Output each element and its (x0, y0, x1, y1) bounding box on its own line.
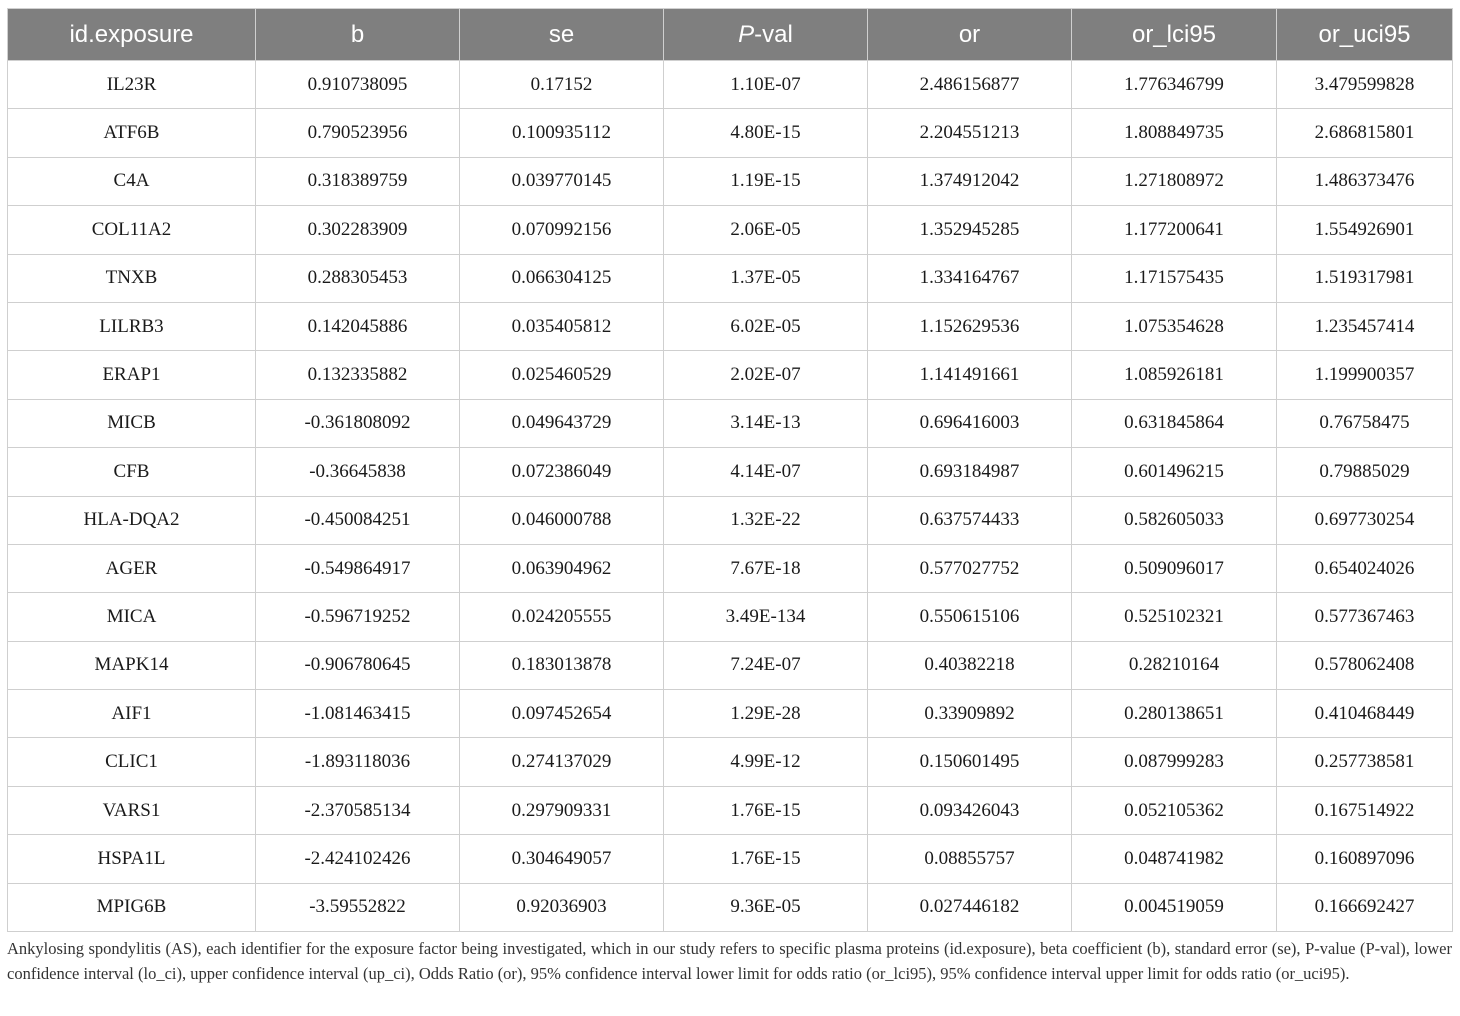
cell-id-exposure: MICB (8, 399, 256, 447)
table-header (8, 9, 1453, 61)
cell-or-uci95: 0.76758475 (1277, 399, 1453, 447)
cell-or-lci95: 1.271808972 (1072, 157, 1277, 205)
cell-or-uci95: 0.410468449 (1277, 690, 1453, 738)
cell-p-val: 1.37E-05 (664, 254, 868, 302)
cell-p-val: 7.24E-07 (664, 641, 868, 689)
cell-b: -0.596719252 (256, 593, 460, 641)
cell-or-uci95: 0.577367463 (1277, 593, 1453, 641)
cell-b: -1.893118036 (256, 738, 460, 786)
cell-b: 0.910738095 (256, 61, 460, 109)
table-row (8, 351, 1453, 399)
cell-b: -0.36645838 (256, 448, 460, 496)
cell-or-lci95: 0.004519059 (1072, 883, 1277, 931)
table-row (8, 835, 1453, 883)
cell-p-val: 2.02E-07 (664, 351, 868, 399)
cell-or: 2.204551213 (868, 109, 1072, 157)
cell-p-val: 1.19E-15 (664, 157, 868, 205)
cell-b: 0.132335882 (256, 351, 460, 399)
table-row (8, 302, 1453, 350)
cell-id-exposure: MICA (8, 593, 256, 641)
cell-or-uci95: 1.235457414 (1277, 302, 1453, 350)
cell-p-val: 4.99E-12 (664, 738, 868, 786)
cell-or: 2.486156877 (868, 61, 1072, 109)
cell-or-uci95: 1.199900357 (1277, 351, 1453, 399)
cell-or: 0.08855757 (868, 835, 1072, 883)
cell-se: 0.046000788 (460, 496, 664, 544)
cell-b: 0.142045886 (256, 302, 460, 350)
cell-or: 1.334164767 (868, 254, 1072, 302)
cell-or: 1.374912042 (868, 157, 1072, 205)
table-row (8, 399, 1453, 447)
cell-id-exposure: COL11A2 (8, 206, 256, 254)
mr-results-table (7, 8, 1453, 932)
cell-se: 0.024205555 (460, 593, 664, 641)
cell-or-lci95: 1.776346799 (1072, 61, 1277, 109)
results-table-container (7, 8, 1452, 932)
cell-se: 0.039770145 (460, 157, 664, 205)
table-row (8, 883, 1453, 931)
cell-p-val: 1.10E-07 (664, 61, 868, 109)
cell-p-val: 2.06E-05 (664, 206, 868, 254)
cell-or-lci95: 1.075354628 (1072, 302, 1277, 350)
header-or: or (868, 9, 1072, 61)
cell-or-uci95: 0.257738581 (1277, 738, 1453, 786)
cell-id-exposure: HSPA1L (8, 835, 256, 883)
cell-id-exposure: TNXB (8, 254, 256, 302)
cell-id-exposure: C4A (8, 157, 256, 205)
cell-id-exposure: HLA-DQA2 (8, 496, 256, 544)
cell-or-lci95: 0.525102321 (1072, 593, 1277, 641)
cell-or: 0.33909892 (868, 690, 1072, 738)
cell-or-uci95: 0.160897096 (1277, 835, 1453, 883)
cell-b: -3.59552822 (256, 883, 460, 931)
cell-or-lci95: 0.052105362 (1072, 786, 1277, 834)
cell-or: 0.093426043 (868, 786, 1072, 834)
cell-p-val: 6.02E-05 (664, 302, 868, 350)
cell-b: -2.424102426 (256, 835, 460, 883)
cell-or-lci95: 0.280138651 (1072, 690, 1277, 738)
cell-p-val: 3.14E-13 (664, 399, 868, 447)
table-row (8, 109, 1453, 157)
cell-or: 0.696416003 (868, 399, 1072, 447)
cell-or: 0.693184987 (868, 448, 1072, 496)
cell-b: 0.318389759 (256, 157, 460, 205)
cell-se: 0.274137029 (460, 738, 664, 786)
cell-p-val: 1.32E-22 (664, 496, 868, 544)
header-se: se (460, 9, 664, 61)
cell-or-uci95: 0.578062408 (1277, 641, 1453, 689)
cell-or-lci95: 1.085926181 (1072, 351, 1277, 399)
cell-p-val: 4.80E-15 (664, 109, 868, 157)
header-or-uci95: or_uci95 (1277, 9, 1453, 61)
cell-se: 0.297909331 (460, 786, 664, 834)
table-caption: Ankylosing spondylitis (AS), each identifier for the exposure factor being investigated, which in our study refers to specific plasma proteins (id.exposure), beta coefficient (b), standard error (se), P-value (P-val), lower confidence interval (lo_ci), upper confidence interval (up_ci), Odds Ratio (or), 95% confidence interval lower limit for odds ratio (or_lci95), 95% confidence interval upper limit for odds ratio (or_uci95). (7, 939, 1452, 983)
cell-or-lci95: 0.582605033 (1072, 496, 1277, 544)
cell-se: 0.17152 (460, 61, 664, 109)
cell-id-exposure: VARS1 (8, 786, 256, 834)
cell-or-lci95: 0.509096017 (1072, 544, 1277, 592)
cell-id-exposure: MAPK14 (8, 641, 256, 689)
cell-id-exposure: AGER (8, 544, 256, 592)
table-row (8, 61, 1453, 109)
cell-se: 0.92036903 (460, 883, 664, 931)
cell-id-exposure: CFB (8, 448, 256, 496)
table-row (8, 544, 1453, 592)
cell-id-exposure: ERAP1 (8, 351, 256, 399)
cell-or-lci95: 1.171575435 (1072, 254, 1277, 302)
table-row (8, 593, 1453, 641)
table-row (8, 157, 1453, 205)
cell-b: -1.081463415 (256, 690, 460, 738)
cell-or-uci95: 0.167514922 (1277, 786, 1453, 834)
header-b: b (256, 9, 460, 61)
cell-se: 0.066304125 (460, 254, 664, 302)
cell-or-uci95: 0.697730254 (1277, 496, 1453, 544)
cell-b: 0.790523956 (256, 109, 460, 157)
cell-or-lci95: 0.28210164 (1072, 641, 1277, 689)
table-body (8, 61, 1453, 932)
cell-or: 1.141491661 (868, 351, 1072, 399)
cell-or-uci95: 2.686815801 (1277, 109, 1453, 157)
cell-or-lci95: 0.087999283 (1072, 738, 1277, 786)
table-row (8, 641, 1453, 689)
cell-p-val: 9.36E-05 (664, 883, 868, 931)
cell-p-val: 1.29E-28 (664, 690, 868, 738)
cell-se: 0.183013878 (460, 641, 664, 689)
cell-or: 0.637574433 (868, 496, 1072, 544)
cell-b: 0.302283909 (256, 206, 460, 254)
cell-or: 0.40382218 (868, 641, 1072, 689)
cell-or-lci95: 0.048741982 (1072, 835, 1277, 883)
cell-or-lci95: 1.808849735 (1072, 109, 1277, 157)
cell-or: 0.550615106 (868, 593, 1072, 641)
cell-b: -0.361808092 (256, 399, 460, 447)
cell-or-uci95: 3.479599828 (1277, 61, 1453, 109)
cell-or: 0.577027752 (868, 544, 1072, 592)
cell-or-uci95: 0.79885029 (1277, 448, 1453, 496)
cell-or: 0.027446182 (868, 883, 1072, 931)
cell-p-val: 3.49E-134 (664, 593, 868, 641)
header-id-exposure: id.exposure (8, 9, 256, 61)
cell-b: -2.370585134 (256, 786, 460, 834)
cell-id-exposure: CLIC1 (8, 738, 256, 786)
table-row (8, 738, 1453, 786)
table-row (8, 496, 1453, 544)
cell-id-exposure: MPIG6B (8, 883, 256, 931)
cell-se: 0.097452654 (460, 690, 664, 738)
header-p-val-italic: P (738, 20, 755, 48)
cell-p-val: 1.76E-15 (664, 835, 868, 883)
cell-se: 0.100935112 (460, 109, 664, 157)
cell-id-exposure: LILRB3 (8, 302, 256, 350)
cell-or-uci95: 0.654024026 (1277, 544, 1453, 592)
table-row (8, 206, 1453, 254)
cell-or: 1.352945285 (868, 206, 1072, 254)
cell-id-exposure: IL23R (8, 61, 256, 109)
header-p-val-suffix: -val (754, 20, 793, 48)
header-or-lci95: or_lci95 (1072, 9, 1277, 61)
cell-or-uci95: 1.554926901 (1277, 206, 1453, 254)
cell-p-val: 7.67E-18 (664, 544, 868, 592)
cell-or-lci95: 0.601496215 (1072, 448, 1277, 496)
table-row (8, 786, 1453, 834)
cell-or: 1.152629536 (868, 302, 1072, 350)
cell-id-exposure: AIF1 (8, 690, 256, 738)
cell-se: 0.063904962 (460, 544, 664, 592)
cell-se: 0.025460529 (460, 351, 664, 399)
cell-se: 0.304649057 (460, 835, 664, 883)
cell-id-exposure: ATF6B (8, 109, 256, 157)
cell-b: -0.450084251 (256, 496, 460, 544)
cell-or: 0.150601495 (868, 738, 1072, 786)
table-row (8, 690, 1453, 738)
cell-b: 0.288305453 (256, 254, 460, 302)
cell-se: 0.035405812 (460, 302, 664, 350)
cell-or-uci95: 1.519317981 (1277, 254, 1453, 302)
cell-se: 0.049643729 (460, 399, 664, 447)
cell-b: -0.906780645 (256, 641, 460, 689)
header-row (8, 9, 1453, 61)
cell-or-uci95: 0.166692427 (1277, 883, 1453, 931)
cell-p-val: 4.14E-07 (664, 448, 868, 496)
table-row (8, 254, 1453, 302)
cell-or-lci95: 1.177200641 (1072, 206, 1277, 254)
cell-or-uci95: 1.486373476 (1277, 157, 1453, 205)
cell-se: 0.070992156 (460, 206, 664, 254)
cell-p-val: 1.76E-15 (664, 786, 868, 834)
cell-se: 0.072386049 (460, 448, 664, 496)
header-p-val (664, 9, 868, 61)
cell-b: -0.549864917 (256, 544, 460, 592)
table-row (8, 448, 1453, 496)
cell-or-lci95: 0.631845864 (1072, 399, 1277, 447)
